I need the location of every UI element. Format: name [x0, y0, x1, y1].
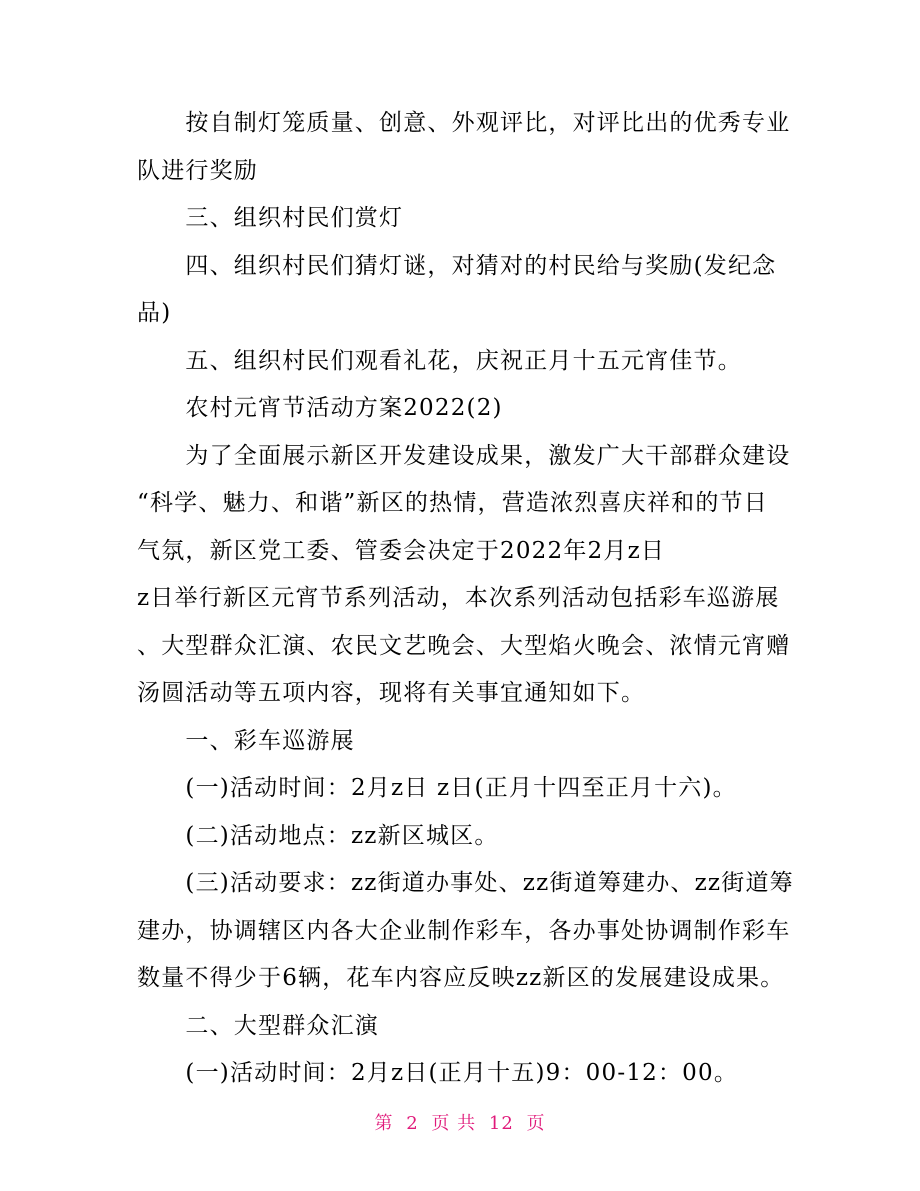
page-footer — [0, 1112, 920, 1136]
text-line: 四、组织村民们猜灯谜，对猜对的村民给与奖励(发纪念 — [137, 252, 777, 279]
section-heading: 一、彩车巡游展 — [137, 727, 355, 754]
document-body — [137, 100, 794, 1098]
text-line: (一)活动时间：2月z日 z日(正月十四至正月十六)。 — [137, 775, 737, 801]
text-line: (二)活动地点：zz新区城区。 — [137, 822, 499, 849]
section-heading: 农村元宵节活动方案2022(2) — [137, 395, 503, 421]
text-line: 五、组织村民们观看礼花，庆祝正月十五元宵佳节。 — [137, 347, 742, 374]
text-line: 按自制灯笼质量、创意、外观评比，对评比出的优秀专业 — [137, 110, 791, 136]
footer-suffix: 页 — [526, 1113, 546, 1134]
footer-prefix: 第 — [374, 1113, 394, 1134]
text-line: 、大型群众汇演、农民文艺晚会、大型焰火晚会、浓情元宵赠 — [137, 632, 791, 659]
text-line: (一)活动时间：2月z日(正月十五)9：00-12：00。 — [137, 1060, 739, 1086]
text-line: “科学、魅力、和谐”新区的热情，营造浓烈喜庆祥和的节日 — [137, 490, 768, 516]
text-line: z日举行新区元宵节系列活动，本次系列活动包括彩车巡游展 — [137, 585, 780, 611]
text-line: 气氛，新区党工委、管委会决定于2022年2月z日 — [137, 537, 666, 564]
text-line: 为了全面展示新区开发建设成果，激发广大干部群众建设 — [137, 442, 791, 469]
text-line: 汤圆活动等五项内容，现将有关事宜通知如下。 — [137, 680, 646, 706]
text-line: 三、组织村民们赏灯 — [137, 205, 404, 231]
footer-middle: 页 共 — [431, 1113, 477, 1134]
text-line: 数量不得少于6辆，花车内容应反映zz新区的发展建设成果。 — [137, 965, 785, 991]
total-pages-number: 12 — [488, 1113, 514, 1134]
current-page-number: 2 — [406, 1113, 419, 1134]
text-line: 品) — [137, 300, 172, 326]
section-heading: 二、大型群众汇演 — [137, 1012, 379, 1039]
text-line: 队进行奖励 — [137, 157, 258, 184]
text-line: 建办，协调辖区内各大企业制作彩车，各办事处协调制作彩车 — [137, 917, 791, 944]
text-line: (三)活动要求：zz街道办事处、zz街道筹建办、zz街道筹 — [137, 870, 794, 896]
